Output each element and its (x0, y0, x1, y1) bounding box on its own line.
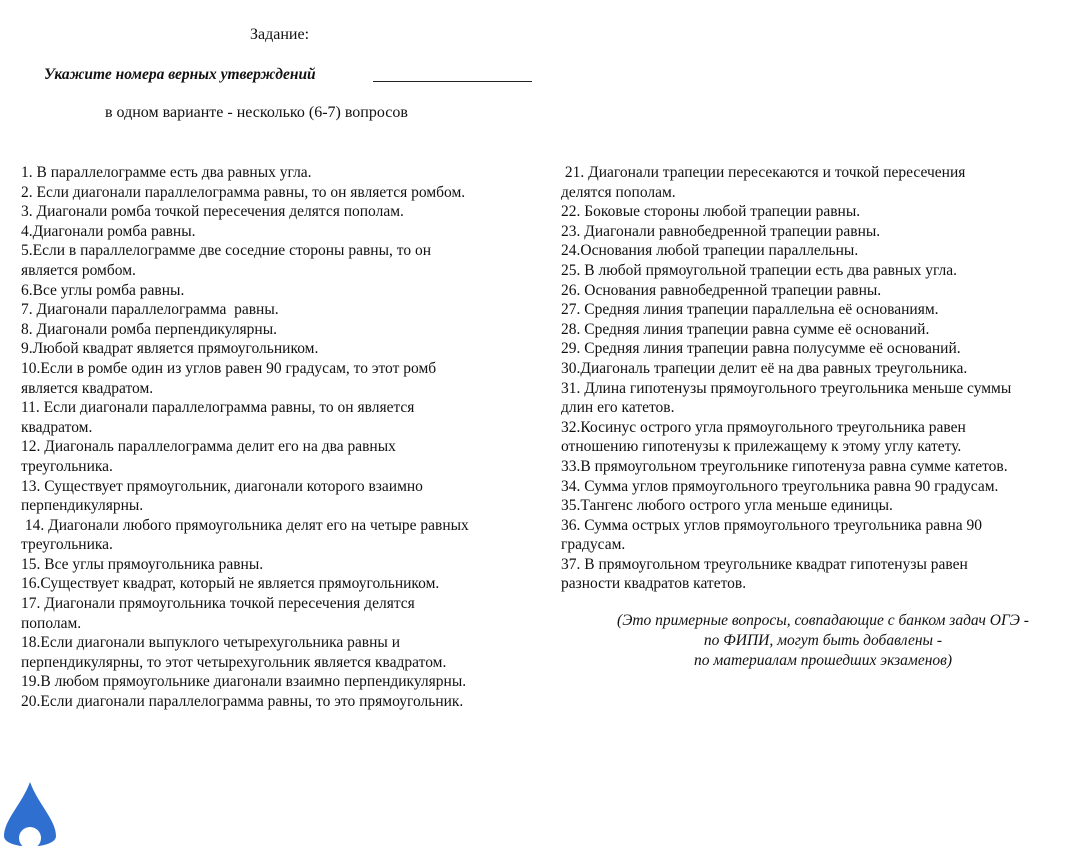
question-item: 27. Средняя линия трапеции параллельна её основаниям. (561, 301, 939, 319)
question-item: 29. Средняя линия трапеции равна полусумме её оснований. (561, 340, 961, 358)
question-item: 4.Диагонали ромба равны. (21, 222, 196, 240)
question-item: 5.Если в параллелограмме две соседние стороны равны, то он является ромбом. (21, 242, 431, 279)
variant-note: в одном варианте - несколько (6-7) вопросов (105, 104, 408, 121)
question-item: 21. Диагонали трапеции пересекаются и точкой пересечения делятся пополам. (561, 164, 966, 201)
question-item: 20.Если диагонали параллелограмма равны, то это прямоугольник. (21, 693, 464, 711)
question-item: 11. Если диагонали параллелограмма равны, то он является квадратом. (21, 399, 415, 436)
water-drop-icon (0, 776, 60, 848)
instruction-text: Укажите номера верных утверждений (44, 66, 316, 83)
question-item: 7. Диагонали параллелограмма равны. (21, 301, 279, 319)
question-item: 35.Тангенс любого острого угла меньше единицы. (561, 497, 893, 515)
question-item: 15. Все углы прямоугольника равны. (21, 555, 264, 573)
question-item: 13. Существует прямоугольник, диагонали которого взаимно перпендикулярны. (21, 477, 423, 515)
question-item: 12. Диагональ параллелограмма делит его на два равных треугольника. (21, 438, 396, 475)
question-item: 19.В любом прямоугольнике диагонали взаимно перпендикулярны. (21, 673, 467, 691)
question-item: 31. Длина гипотенузы прямоугольного треугольника меньше суммы длин его катетов. (561, 379, 1012, 417)
question-item: 8. Диагонали ромба перпендикулярны. (21, 320, 277, 338)
question-item: 23. Диагонали равнобедренной трапеции равны. (561, 222, 881, 240)
question-item: 14. Диагонали любого прямоугольника делят его на четыре равных треугольника. (21, 516, 469, 554)
question-item: 25. В любой прямоугольной трапеции есть два равных угла. (561, 261, 958, 279)
question-item: 34. Сумма углов прямоугольного треугольника равна 90 градусам. (561, 477, 999, 495)
question-item: 24.Основания любой трапеции параллельны. (561, 242, 859, 260)
footnote-line: по материалам прошедших экзаменов) (693, 652, 953, 669)
question-item: 17. Диагонали прямоугольника точкой пересечения делятся пополам. (21, 595, 415, 632)
questions-right-column (561, 163, 1079, 594)
question-item: 3. Диагонали ромба точкой пересечения делятся пополам. (21, 203, 404, 221)
question-item: 30.Диагональ трапеции делит её на два равных треугольника. (561, 359, 968, 377)
task-label: Задание: (250, 26, 310, 43)
question-item: 6.Все углы ромба равны. (21, 281, 185, 299)
questions-left-column (21, 163, 541, 712)
question-item: 28. Средняя линия трапеции равна сумме её оснований. (561, 320, 930, 338)
question-item: 32.Косинус острого угла прямоугольного треугольника равен отношению гипотенузы к прилежащему к этому углу катету. (561, 418, 966, 456)
question-item: 26. Основания равнобедренной трапеции равны. (561, 281, 882, 299)
question-item: 16.Существует квадрат, который не является прямоугольником. (21, 575, 440, 593)
answer-blank-line (373, 81, 532, 82)
question-item: 10.Если в ромбе один из углов равен 90 градусам, то этот ромб является квадратом. (21, 359, 437, 397)
footnote-line: по ФИПИ, могут быть добавлены - (703, 632, 943, 649)
question-item: 9.Любой квадрат является прямоугольником. (21, 340, 319, 358)
question-item: 36. Сумма острых углов прямоугольного треугольника равна 90 градусам. (561, 516, 983, 554)
question-item: 18.Если диагонали выпуклого четырехугольника равны и перпендикулярны, то этот четырехугольник является квадратом. (21, 634, 447, 671)
footnote (563, 611, 1080, 671)
question-item: 33.В прямоугольном треугольнике гипотенуза равна сумме катетов. (561, 457, 1008, 475)
question-item: 1. В параллелограмме есть два равных угла. (21, 164, 312, 181)
question-item: 37. В прямоугольном треугольнике квадрат гипотенузы равен разности квадратов катетов. (561, 555, 968, 593)
question-item: 2. Если диагонали параллелограмма равны, то он является ромбом. (21, 183, 466, 201)
footnote-line: (Это примерные вопросы, совпадающие с банком задач ОГЭ - (617, 612, 1029, 629)
question-item: 22. Боковые стороны любой трапеции равны. (561, 203, 861, 221)
